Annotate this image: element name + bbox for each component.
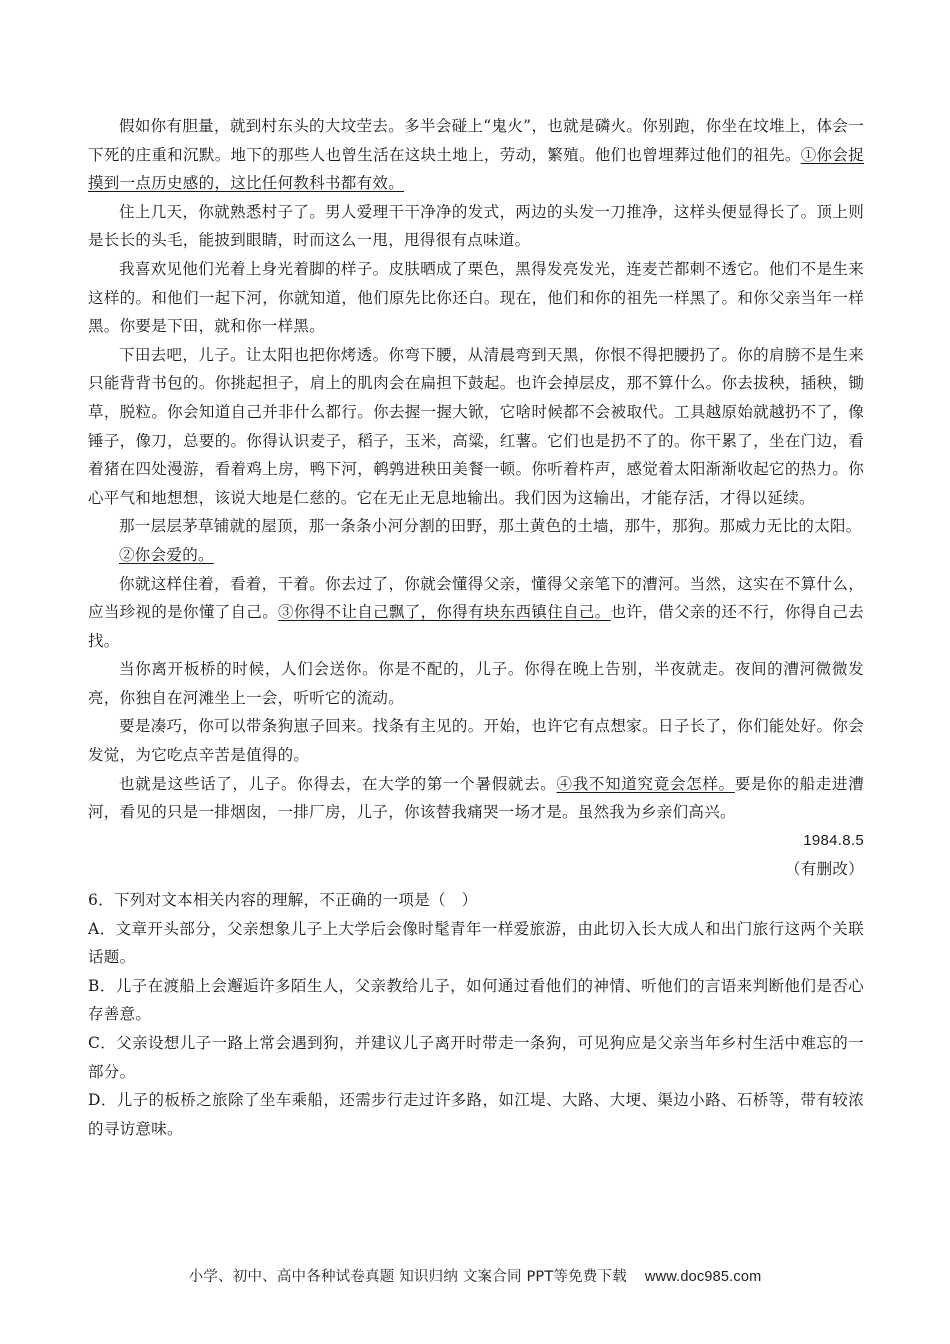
question-stem: 6．下列对文本相关内容的理解，不正确的一项是（ ） xyxy=(88,891,478,910)
paragraph-text: 你就这样住着，看着，干着。你去过了，你就会懂得父亲，懂得父亲笔下的漕河。当然，这实在不算什么，应当珍视的是你懂了自己。 xyxy=(88,574,864,622)
paragraph-8: 当你离开板桥的时候，人们会送你。你是不配的，儿子。你得在晚上告别，半夜就走。夜间的漕河微微发亮，你独自在河滩坐上一会，听听它的流动。 xyxy=(88,660,864,707)
paragraph-4: 下田去吧，儿子。让太阳也把你烤透。你弯下腰，从清晨弯到天黑，你恨不得把腰扔了。你的肩膀不是生来只能背背书包的。你挑起担子，肩上的肌肉会在扁担下鼓起。也许会掉层皮，那不算什么。你去拔秧，插秧，锄草，脱粒。你会知道自己并非什么都行。你去握一握大锨，它啥时候都不会被取代。工具越原始就越扔不了，像锤子，像刀，总要的。你得认识麦子，稻子，玉米，高粱，红薯。它们也是扔不了的。你干累了，坐在门边，看着猪在四处漫游，看着鸡上房，鸭下河，鹌鹑进秧田美餐一顿。你听着杵声，感觉着太阳渐渐收起它的热力。你心平气和地想想，该说大地是仁慈的。它在无止无息地输出。我们因为这输出，才能存活，才得以延续。 xyxy=(88,345,864,507)
paragraph-3: 我喜欢见他们光着上身光着脚的样子。皮肤晒成了栗色，黑得发亮发光，连麦芒都刺不透它。他们不是生来这样的。和他们一起下河，你就知道，他们原先比你还白。现在，他们和你的祖先一样黑了。和你父亲当年一样黑。你要是下田，就和你一样黑。 xyxy=(88,259,864,336)
passage-body xyxy=(88,112,864,1143)
paragraph-7 xyxy=(88,570,864,656)
option-b: B．儿子在渡船上会邂逅许多陌生人，父亲教给儿子，如何通过看他们的神情、听他们的言语来判断他们是否心存善意。 xyxy=(88,976,864,1024)
option-a: A．文章开头部分，父亲想象儿子上大学后会像时髦青年一样爱旅游，由此切入长大成人和出门旅行这两个关联话题。 xyxy=(88,919,864,967)
paragraph-9: 要是凑巧，你可以带条狗崽子回来。找条有主见的。开始，也许它有点想家。日子长了，你们能处好。你会发觉，为它吃点辛苦是值得的。 xyxy=(88,717,864,765)
paragraph-text: 也就是这些话了，儿子。你得去，在大学的第一个暑假就去。 xyxy=(119,774,557,793)
underlined-sentence-1: ①你会捉摸到一点历史感的，这比任何教科书都有效。 xyxy=(88,145,864,193)
paragraph-text: 假如你有胆量，就到村东头的大坟茔去。多半会碰上“鬼火”，也就是磷火。你别跑，你坐在坟堆上，体会一下死的庄重和沉默。地下的那些人也曾生活在这块土地上，劳动，繁殖。他们也曾埋葬过他们的祖先。 xyxy=(88,117,864,164)
option-d: D．儿子的板桥之旅除了坐车乘船，还需步行走过许多路，如江堤、大路、大埂、渠边小路、石桥等，带有较浓的寻访意味。 xyxy=(88,1091,864,1138)
paragraph-text: 要是你的船走进漕河，看见的只是一排烟囱，一排厂房，儿子，你该替我痛哭一场才是。虽然我为乡亲们高兴。 xyxy=(88,774,864,822)
underlined-sentence-4: ④我不知道究竟会怎样。 xyxy=(556,774,735,793)
underlined-sentence-2: ②你会爱的。 xyxy=(119,545,214,564)
footer-url[interactable]: www.doc985.com xyxy=(644,1269,762,1285)
page-footer xyxy=(0,1265,950,1286)
footer-text: 小学、初中、高中各种试卷真题 知识归纳 文案合同 PPT等免费下载 xyxy=(188,1269,627,1285)
paragraph-1 xyxy=(88,112,864,198)
paragraph-5: 那一层层茅草铺就的屋顶，那一条条小河分割的田野，那土黄色的土墙，那牛，那狗。那威力无比的太阳。 xyxy=(119,517,862,536)
paragraph-10 xyxy=(88,770,864,827)
paragraph-2: 住上几天，你就熟悉村子了。男人爱理干干净净的发式，两边的头发一刀推净，这样头便显得长了。顶上则是长长的头毛，能披到眼睛，时而这么一甩，甩得很有点味道。 xyxy=(88,202,864,250)
paragraph-text: 也许，借父亲的还不行，你得自己去找。 xyxy=(88,603,864,650)
underlined-sentence-3: ③你得不让自己飘了，你得有块东西镇住自己。 xyxy=(278,603,611,622)
option-c: C．父亲设想儿子一路上常会遇到狗，并建议儿子离开时带走一条狗，可见狗应是父亲当年乡村生活中难忘的一部分。 xyxy=(88,1034,864,1081)
paragraph-6 xyxy=(88,541,864,570)
edit-note: （有删改） xyxy=(784,860,864,879)
question-6 xyxy=(88,886,864,1143)
passage-date: 1984.8.5 xyxy=(803,831,864,849)
